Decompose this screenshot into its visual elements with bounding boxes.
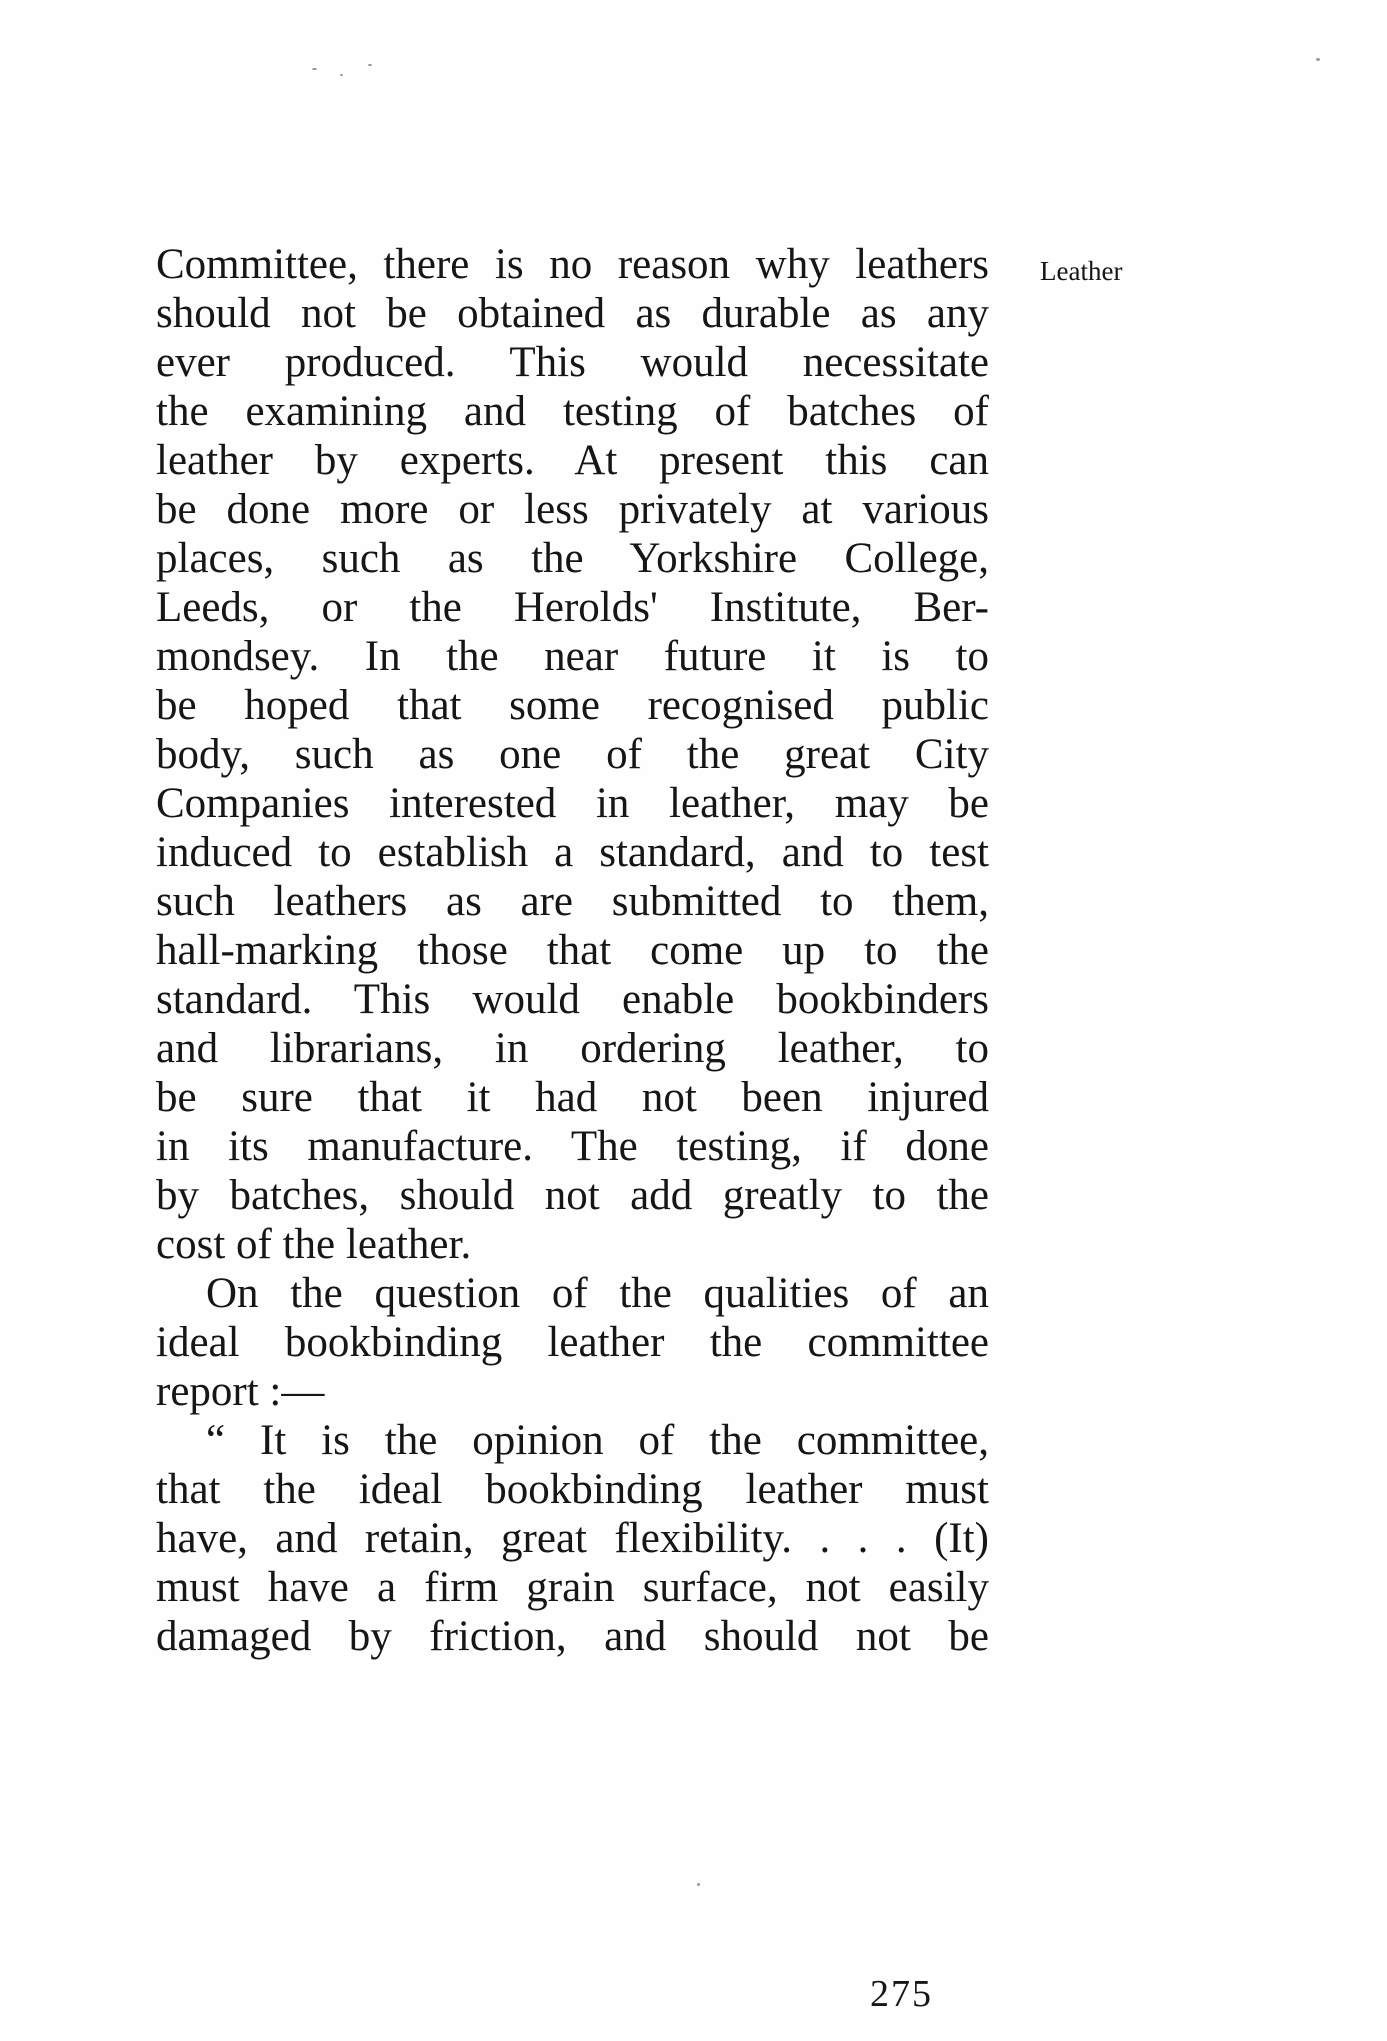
text-line: standard. This would enable bookbinders: [156, 976, 989, 1023]
scan-speck: [340, 74, 343, 76]
text-line: leather by experts. At present this can: [156, 437, 989, 484]
text-line: that the ideal bookbinding leather must: [156, 1466, 989, 1513]
text-line: by batches, should not add greatly to the: [156, 1172, 989, 1219]
text-line: be hoped that some recognised public: [156, 682, 989, 729]
text-line: ever produced. This would necessitate: [156, 339, 989, 386]
text-line: ideal bookbinding leather the committee: [156, 1319, 989, 1366]
margin-note: Leather: [1040, 256, 1123, 286]
text-line: hall-marking those that come up to the: [156, 927, 989, 974]
text-line: mondsey. In the near future it is to: [156, 633, 989, 680]
text-line: must have a firm grain surface, not easily: [156, 1564, 989, 1611]
text-line: the examining and testing of batches of: [156, 388, 989, 435]
text-line: induced to establish a standard, and to test: [156, 829, 989, 876]
paragraph-start-line: On the question of the qualities of an: [206, 1270, 989, 1317]
paragraph-end-line: cost of the leather.: [156, 1221, 472, 1268]
text-line: in its manufacture. The testing, if done: [156, 1123, 989, 1170]
text-line: be sure that it had not been injured: [156, 1074, 989, 1121]
text-line: be done more or less privately at various: [156, 486, 989, 533]
text-line: Companies interested in leather, may be: [156, 780, 989, 827]
text-line: Leeds, or the Herolds' Institute, Ber-: [156, 584, 989, 631]
text-line: Committee, there is no reason why leathers: [156, 241, 989, 288]
scan-speck: [1316, 58, 1320, 61]
scan-speck: [368, 64, 372, 66]
text-line: have, and retain, great flexibility. . . . (It): [156, 1515, 989, 1562]
page-number: 275: [870, 1973, 933, 2015]
text-line: damaged by friction, and should not be: [156, 1613, 989, 1660]
quote-start-line: “ It is the opinion of the committee,: [206, 1417, 989, 1464]
text-line: and librarians, in ordering leather, to: [156, 1025, 989, 1072]
scan-speck: [312, 68, 317, 70]
paragraph-end-line: report :—: [156, 1368, 325, 1415]
text-line: such leathers as are submitted to them,: [156, 878, 989, 925]
scan-speck: [697, 1883, 700, 1886]
text-line: should not be obtained as durable as any: [156, 290, 989, 337]
text-line: body, such as one of the great City: [156, 731, 989, 778]
text-line: places, such as the Yorkshire College,: [156, 535, 989, 582]
body-text: [156, 240, 989, 1661]
